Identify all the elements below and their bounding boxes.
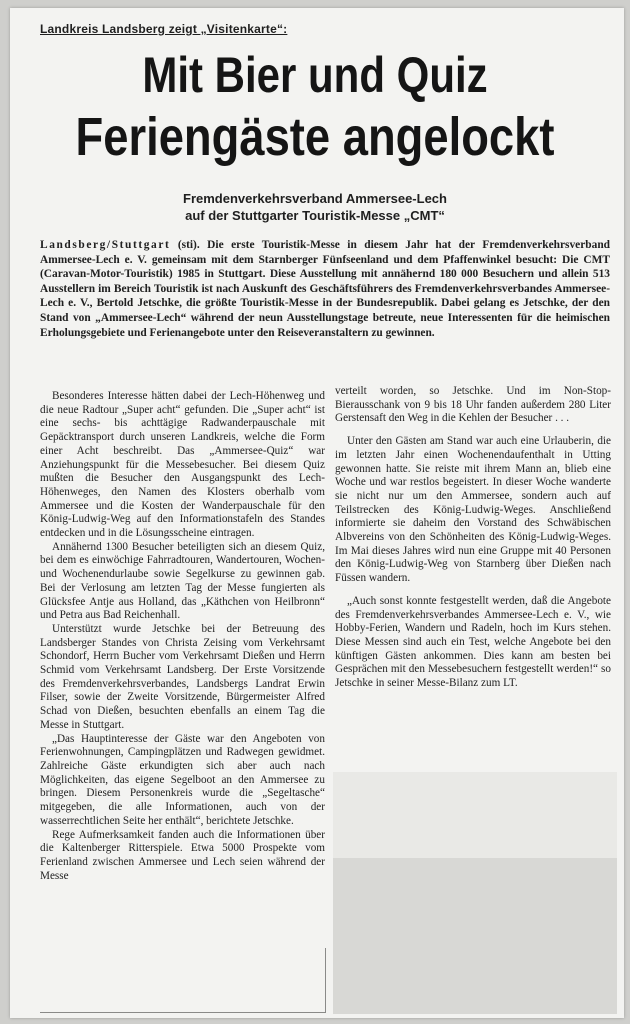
paragraph: „Das Hauptinteresse der Gäste war den Angeboten von Ferienwohnungen, Campingplätzen und Radwegen gewidmet. Zahlreiche Gäste erkundigten sich aber auch nach Möglichkeiten, das eigene Segelboot an den Ammersee zu bringen. Diesem Personenkreis wurde die „Segeltasche“ mitgegeben, die alle Informationen, auch von der wasserrechtlichen Seite her enthält“, berichtete Jetschke. [40,732,325,827]
headline-line-2: Feriengäste angelockt [75,107,555,167]
blank-paper-area [333,772,617,858]
paragraph: Unter den Gästen am Stand war auch eine Urlauberin, die im letzten Jahr einen Wochenendaufenthalt in Utting gewonnen hatte. Sie reiste mit ihrem Mann an, blieb eine Woche und war restlos begeistert. In dieser Woche wanderte sie nicht nur um den Ammersee, sondern auch auf Teilstrecken des König-Ludwig-Weges. Anschließend informierte sie daheim den Vorstand des Schwäbischen Albvereins von den Schönheiten des König-Ludwig-Weges. Im Mai dieses Jahres wird nun eine Gruppe mit 40 Personen den König-Ludwig-Weg von Starnberg über Dießen nach Füssen wandern. [335,435,611,585]
lead-paragraph [40,238,610,340]
paragraph-gap [335,426,611,435]
paragraph-continuation: verteilt worden, so Jetschke. Und im Non-Stop-Bierausschank von 9 bis 18 Uhr fanden außerdem 280 Liter Gerstensaft den Weg in die Kehlen der Besucher . . . [335,385,611,425]
paragraph-gap [335,586,611,595]
paragraph: Rege Aufmerksamkeit fanden auch die Informationen über die Kaltenberger Ritterspiele. Etwa 5000 Prospekte vom Ferienland zwischen Ammersee und Lech seien während der Messe [40,828,325,882]
dateline: Landsberg/Stuttgart [40,239,171,251]
subheadline-line-1: Fremdenverkehrsverband Ammersee-Lech [183,191,447,206]
backing-sheet [333,858,617,1014]
lead-text: (sti). Die erste Touristik-Messe in diesem Jahr hat der Fremdenverkehrsverband Ammersee-Lech e. V. gemeinsam mit dem Starnberger Fünfseenland und dem Pfaffenwinkel besucht: Die CMT (Caravan-Motor-Touristik) 1985 in Stuttgart. Diese Ausstellung mit annähernd 180 000 Besuchern und allein 513 Ausstellern im Bereich Touristik ist nach Auskunft des Geschäftsführers des Fremdenverkehrsverbandes Ammersee-Lech e. V., Bertold Jetschke, die größte Touristik-Messe in der Bundesrepublik. Dabei gelang es Jetschke, der den Stand von „Ammersee-Lech“ während der neun Ausstellungstage betreute, neue Interessenten für die heimischen Erholungsgebiete und Ferienangebote unter den Reiseveranstaltern zu gewinnen. [40,239,610,339]
paragraph: „Auch sonst konnte festgestellt werden, daß die Angebote des Fremdenverkehrsverbandes Ammersee-Lech e. V., wie Hobby-Ferien, Wandern und Radeln, hoch im Kurs stehen. Diese Messen sind auch ein Test, welche Angebote bei den künftigen Gästen ankommen. Dies kann am besten bei Gesprächen mit den Messebesuchern festgestellt werden!“ so Jetschke in seiner Messe-Bilanz zum LT. [335,594,611,690]
paragraph: Besonderes Interesse hätten dabei der Lech-Höhenweg und die neue Radtour „Super acht“ gefunden. Die „Super acht“ ist eine sechs- bis achttägige Radwanderpauschale mit Gepäcktransport durch unseren Landkreis, welche die Form einer Acht beschreibt. Das „Ammersee-Quiz“ war Anziehungspunkt für die Messebesucher. Bei diesem Quiz mußten die Besucher den Ausgangspunkt des Lech-Höhenweges, den Namen des Klosters oberhalb vom Ammersee und die Kosten der Wanderpauschale für den König-Ludwig-Weg auf den Informationstafeln des Standes entdecken und in die Lösungsscheine eintragen. [40,390,325,540]
subheadline-line-2: auf der Stuttgarter Touristik-Messe „CMT“ [185,208,445,223]
paragraph: Unterstützt wurde Jetschke bei der Betreuung des Landsberger Standes von Christa Zeising vom Verkehrsamt Schondorf, Herrn Bucher vom Verkehrsamt Dießen und Herrn Schmid vom Verkehrsamt Landsberg. Der Erste Vorsitzende des Fremdenverkehrsverbandes, Landsbergs Landrat Erwin Filser, sowie der Zweite Vorsitzende, Bürgermeister Alfred Schad von Dießen, besuchten ebenfalls an einem Tag die Messe in Stuttgart. [40,622,325,731]
kicker-line: Landkreis Landsberg zeigt „Visitenkarte“: [40,22,288,36]
article-column-left [40,390,325,883]
headline-line-1: Mit Bier und Quiz [142,47,488,103]
paragraph: Annähernd 1300 Besucher beteiligten sich an diesem Quiz, bei dem es einwöchige Fahrradtouren, Wandertouren, Wochen- und Wochenendurlaube sowie Segelkurse zu gewinnen gab. Bei der Verlosung am letzten Tag der Messe fungierten als Glücksfee Antje aus Holland, das „Käthchen von Heilbronn“ und Petra aus Bad Reichenhall. [40,540,325,622]
article-column-right [335,385,611,691]
